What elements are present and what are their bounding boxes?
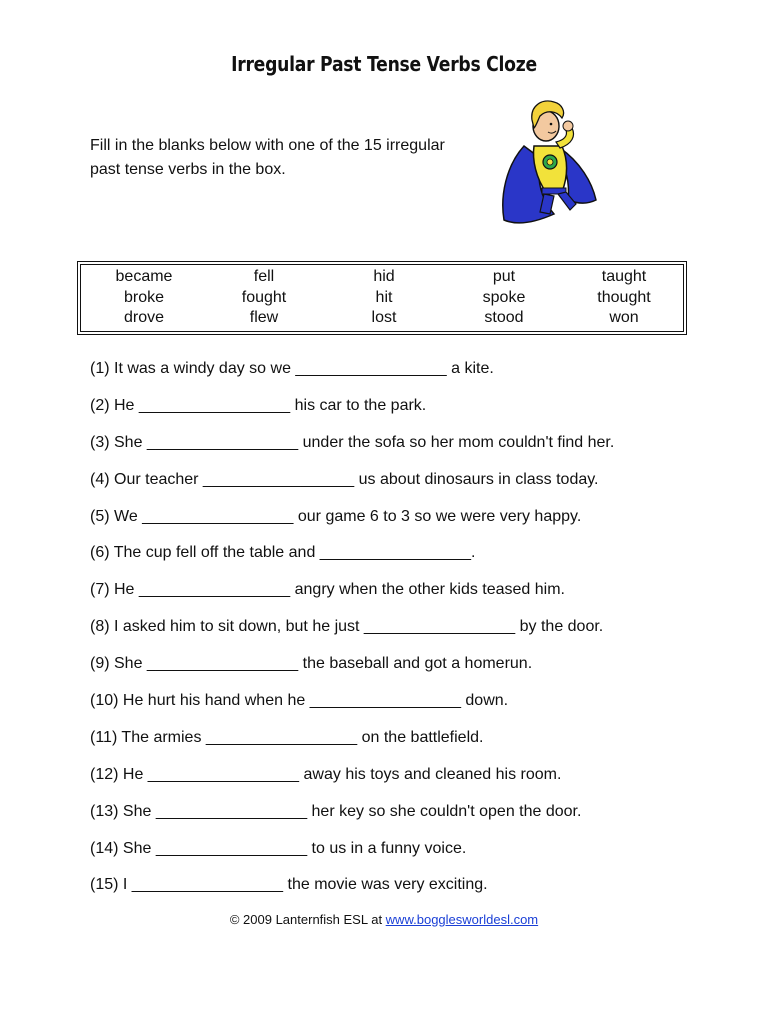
sentence-item: (1) It was a windy day so we _________________ a kite. [90,360,494,377]
word: stood [484,309,524,326]
word: won [609,309,639,326]
sentence-item: (7) He _________________ angry when the other kids teased him. [90,581,565,599]
word: taught [601,268,647,285]
copyright-text: © 2009 Lanternfish ESL at [229,912,386,927]
sentence-item: (2) He _________________ his car to the park. [90,396,427,414]
word: put [492,268,516,285]
word: lost [371,309,397,326]
word-column [209,267,319,329]
word: broke [123,288,165,306]
word-column [329,267,439,329]
word: hit [375,288,393,306]
sentence-item: (11) The armies _________________ on the battlefield. [90,728,484,746]
sentence-item: (8) I asked him to sit down, but he just _________________ by the door. [90,618,604,636]
word: flew [249,309,279,326]
sentence-item: (14) She _________________ to us in a funny voice. [90,839,467,857]
superhero-icon [496,96,606,228]
sentence-item: (15) I _________________ the movie was very exciting. [90,876,488,894]
word-column [449,267,559,329]
word: fought [241,288,287,306]
word: became [115,268,173,285]
instructions-text: Fill in the blanks below with one of the 15 irregular past tense verbs in the box. [90,137,445,178]
word-column [89,267,199,329]
word: drove [123,309,165,326]
sentence-item: (12) He _________________ away his toys and cleaned his room. [90,765,562,783]
word-box [80,264,684,332]
sentence-item: (5) We _________________ our game 6 to 3 so we were very happy. [90,507,582,525]
sentence-item: (6) The cup fell off the table and _________________. [90,544,476,562]
footer [0,912,768,927]
word: hid [373,268,395,285]
sentence-item: (13) She _________________ her key so she couldn't open the door. [90,802,582,820]
word: spoke [482,288,526,306]
sentence-item: (10) He hurt his hand when he _________________ down. [90,692,509,710]
sentence-item: (9) She _________________ the baseball and got a homerun. [90,655,533,673]
sentence-list [90,358,614,911]
sentence-item: (4) Our teacher _________________ us about dinosaurs in class today. [90,470,599,488]
word-column [569,267,679,329]
website-link[interactable]: www.bogglesworldesl.com [385,912,539,927]
word: fell [253,268,275,285]
page-title: Irregular Past Tense Verbs Cloze [231,52,537,76]
word: thought [597,288,651,306]
sentence-item: (3) She _________________ under the sofa so her mom couldn't find her. [90,433,615,451]
